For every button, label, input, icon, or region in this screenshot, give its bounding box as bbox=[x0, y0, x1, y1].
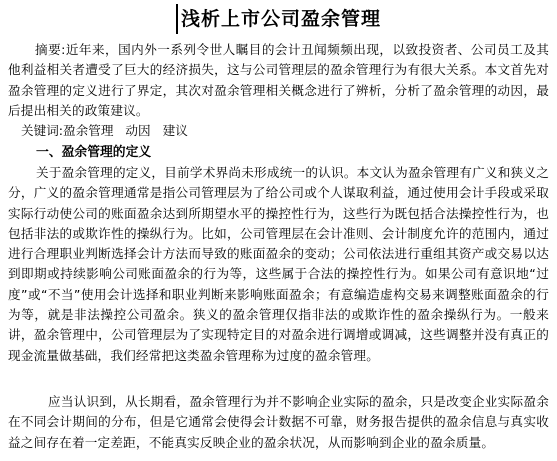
keyword-item: 盈余管理 bbox=[63, 123, 114, 138]
abstract-paragraph: 摘要:近年来，国内外一系列令世人瞩目的会计丑闻频频出现，以致投资者、公司员工及其他利益相关者遭受了巨大的经济损失，这与公司管理层的盈余管理行为有很大关系。本文首先对盈余管理的定义进行了界定，其次对盈余管理相关概念进行了辨析，分析了盈余管理的动因，最后提出相关的政策建议。 bbox=[8, 42, 549, 118]
section-heading: 一、盈余管理的定义 bbox=[36, 145, 152, 160]
text-cursor bbox=[176, 4, 178, 34]
body-paragraph: 关于盈余管理的定义，目前学术界尚未形成统一的认识。本文认为盈余管理有广义和狭义之分，广义的盈余管理通常是指公司管理层为了给公司或个人谋取利益，通过使用会计手段或采取实际行动使公司的账面盈余达到所期望水平的操控性行为，这些行为既包括合法操控性行为，也包括非法的或欺诈性的操纵行为。比如，公司管理层在会计准则、会计制度允许的范围内，通过进行合理职业判断选择会计方法而导致的账面盈余的变动；公司依法进行重组其资产或交易以达到即期或持续影响公司账面盈余的行为等，这些属于合法的操控性行为。如果公司有意识地“过度”或“不当”使用会计选择和职业判断来影响账面盈余；有意编造虚构交易来调整账面盈余的行为等，就是非法操控公司盈余。狭义的盈余管理仅指非法的或欺诈性的盈余操纵行为。一般来讲，盈余管理中，公司管理层为了实现特定目的对盈余进行调增或调减，这些调整并没有真正的现金流量做基础，我们经常把这类盈余管理称为过度的盈余管理。 bbox=[8, 165, 549, 363]
keyword-item: 动因 bbox=[125, 123, 151, 138]
body-paragraph: 应当认识到，从长期看，盈余管理行为并不影响企业实际的盈余，只是改变企业实际盈余在不同会计期间的分布，但是它通常会使得会计数据不可靠，财务报告提供的盈余信息与真实收益之间存在着一定差距，不能真实反映企业的盈余状况，从而影响到企业的盈余质量。 bbox=[8, 394, 549, 450]
document-title: 浅析上市公司盈余管理 bbox=[181, 8, 382, 30]
keywords-line bbox=[21, 121, 188, 141]
keyword-item: 建议 bbox=[162, 123, 188, 138]
keywords-label: 关键词: bbox=[21, 123, 64, 138]
